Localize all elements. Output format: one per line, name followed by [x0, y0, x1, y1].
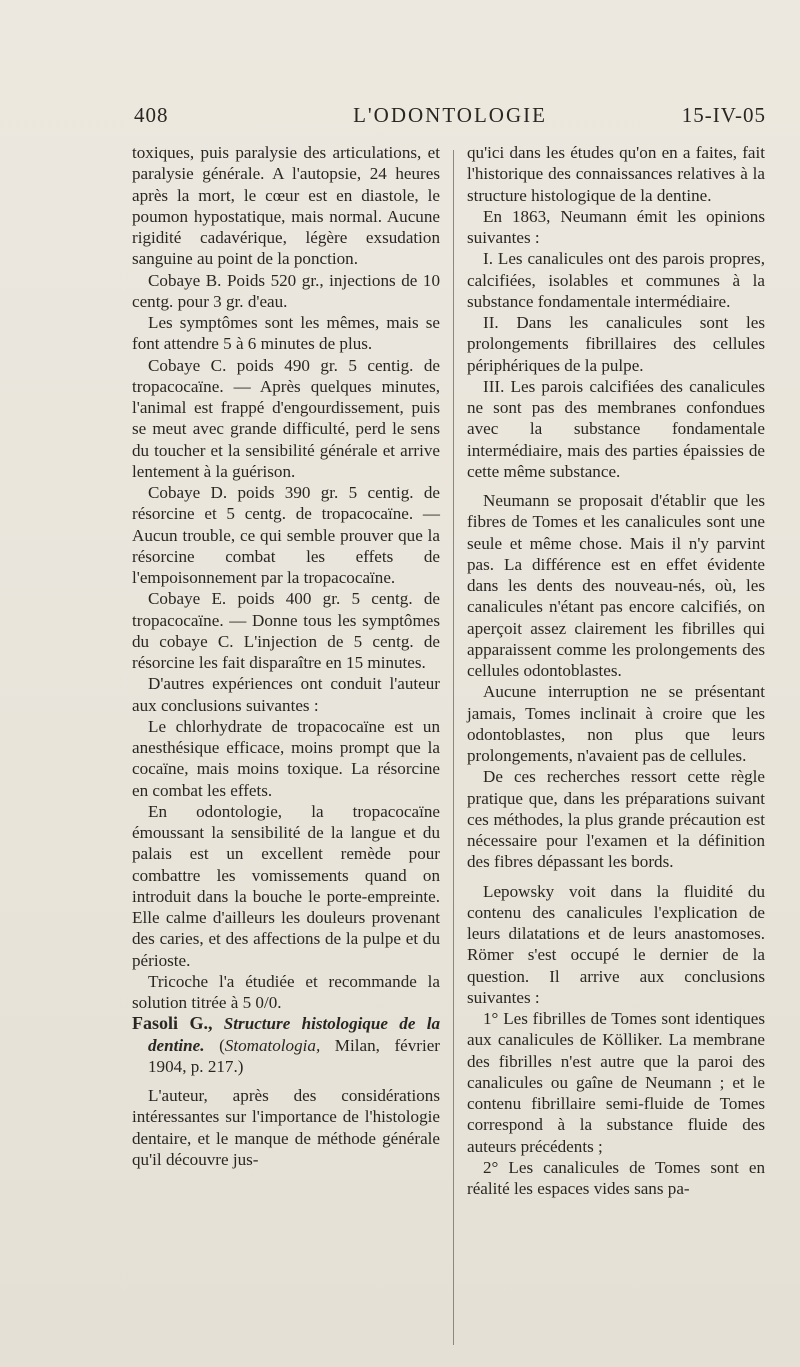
paragraph: I. Les canalicules ont des parois propres, calcifiées, isolables et communes à la substance fondamentale intermédiaire.	[467, 249, 765, 311]
paragraph: Lepowsky voit dans la fluidité du contenu des canalicules l'explication de leurs dilatations et de leurs anastomoses. Römer s'est occupé le dernier de la question. Il arrive aux conclusions suivantes :	[467, 881, 765, 1007]
paragraph: toxiques, puis paralysie des articulations, et paralysie générale. A l'autopsie, 24 heures après la mort, le cœur est en diastole, le poumon hypostatique, mais normal. Aucune rigidité cadavérique, légère exsudation sanguine au point de la ponction.	[132, 143, 440, 269]
reference-title: Structure histologique de la dentine.	[148, 1014, 440, 1055]
column-divider	[453, 150, 454, 1345]
paragraph: 2° Les canalicules de Tomes sont en réalité les espaces vides sans pa-	[467, 1157, 765, 1198]
paragraph: Cobaye E. poids 400 gr. 5 centg. de tropacocaïne. — Donne tous les symptômes du cobaye C. L'injection de 5 centg. de résorcine les fait disparaître en 15 minutes.	[132, 589, 440, 672]
paragraph: Le chlorhydrate de tropacocaïne est un anesthésique efficace, moins prompt que la cocaïne, mais moins toxique. La résorcine en combat les effets.	[132, 716, 440, 800]
paragraph: De ces recherches ressort cette règle pratique que, dans les préparations suivant ces méthodes, la plus grande précaution est nécessaire pour l'examen et la définition des fibres dépassant les bords.	[467, 767, 765, 872]
reference-details: Milan, février 1904, p. 217.)	[148, 1035, 440, 1076]
right-column	[467, 142, 765, 1199]
paragraph: qu'ici dans les études qu'on en a faites, fait l'historique des connaissances relatives à la structure histologique de la dentine.	[467, 143, 765, 205]
paragraph: II. Dans les canalicules sont les prolongements fibrillaires des cellules périphériques de la pulpe.	[467, 313, 765, 375]
paragraph: Neumann se proposait d'établir que les fibres de Tomes et les canalicules sont une seule et même chose. Mais il n'y parvint pas. La différence est en effet évidente dans les dents des nouveau-nés, où, les canalicules n'étant pas encore calcifiés, on aperçoit assez clairement les fibrilles qui apparaissent comme les prolongements des cellules odontoblastes.	[467, 491, 765, 680]
bibliographic-reference	[132, 1013, 440, 1077]
paragraph: Tricoche l'a étudiée et recommande la solution titrée à 5 0/0.	[132, 971, 440, 1012]
paragraph: D'autres expériences ont conduit l'auteur aux conclusions suivantes :	[132, 674, 440, 715]
running-title: L'ODONTOLOGIE	[353, 103, 547, 127]
reference-paren: (	[219, 1035, 225, 1055]
left-column	[132, 142, 440, 1170]
paragraph: Cobaye D. poids 390 gr. 5 centig. de résorcine et 5 centg. de tropacocaïne. — Aucun trouble, ce qui semble prouver que la résorcine combat les effets de l'empoisonnement par la tropacocaïne.	[132, 483, 440, 587]
paragraph: En 1863, Neumann émit les opinions suivantes :	[467, 206, 765, 247]
paragraph: Cobaye C. poids 490 gr. 5 centig. de tropacocaïne. — Après quelques minutes, l'animal est frappé d'engourdissement, puis se meut avec grande difficulté, perd le sens du toucher et la sensibilité générale et arrive lentement à la guérison.	[132, 355, 440, 481]
paragraph: En odontologie, la tropacocaïne émoussant la sensibilité de la langue et du palais est un excellent remède pour combattre les vomissements quand on introduit dans la bouche le porte-empreinte. Elle calme d'ailleurs les douleurs provenant des caries, et des affections de la pulpe et du périoste.	[132, 801, 440, 970]
page-number: 408	[134, 103, 169, 127]
paragraph: Les symptômes sont les mêmes, mais se font attendre 5 à 6 minutes de plus.	[132, 313, 440, 354]
reference-journal: Stomatologia,	[224, 1035, 321, 1055]
paragraph: Aucune interruption ne se présentant jamais, Tomes inclinait à croire que les odontoblastes, non plus que leurs prolongements, n'avaient pas de cellules.	[467, 682, 765, 765]
paragraph: Cobaye B. Poids 520 gr., injections de 10 centg. pour 3 gr. d'eau.	[132, 270, 440, 311]
reference-author: Fasoli G.,	[132, 1013, 213, 1034]
paragraph: L'auteur, après des considérations intéressantes sur l'importance de l'histologie dentaire, et le manque de méthode générale qu'il découvre jus-	[132, 1086, 440, 1169]
paragraph: 1° Les fibrilles de Tomes sont identiques aux canalicules de Kölliker. La membrane des fibrilles n'est autre que la paroi des canalicules ou gaîne de Neumann ; et le contenu fibrillaire semi-fluide de Tomes correspond à la substance fluide des auteurs précédents ;	[467, 1009, 765, 1156]
issue-date: 15-IV-05	[681, 103, 766, 127]
running-header	[134, 103, 766, 133]
paragraph: III. Les parois calcifiées des canalicules ne sont pas des membranes confondues avec la substance fondamentale intermédiaire, mais des parties épaissies de cette même substance.	[467, 376, 765, 481]
